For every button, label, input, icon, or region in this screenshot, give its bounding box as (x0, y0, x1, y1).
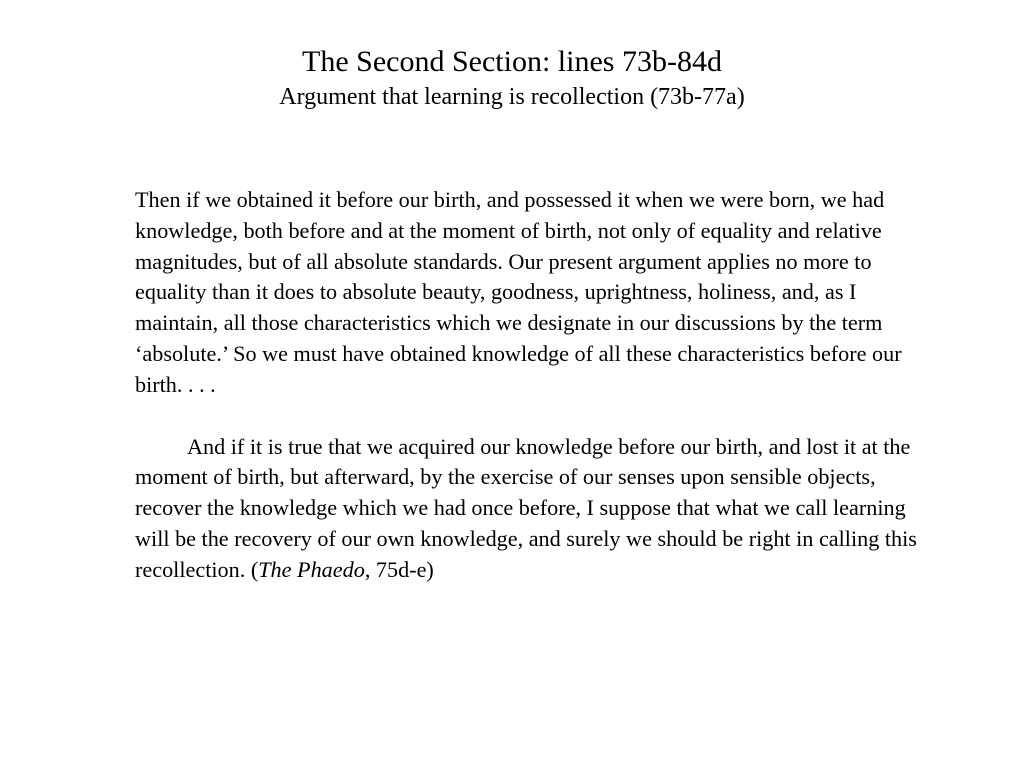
citation-reference: , 75d-e) (364, 556, 434, 582)
slide-title: The Second Section: lines 73b-84d (302, 45, 722, 78)
paragraph-2 (135, 432, 925, 586)
paragraph-1: Then if we obtained it before our birth, and possessed it when we were born, we had knowledge, both before and at the moment of birth, not only of equality and relative magnitudes, but of all absolute standards. Our present argument applies no more to equality than it does to absolute beauty, goodness, uprightness, holiness, and, as I maintain, all those characteristics which we designate in our discussions by the term ‘absolute.’ So we must have obtained knowledge of all these characteristics before our birth. . . . (135, 187, 902, 397)
title-block (0, 44, 1024, 112)
quotation-body (135, 185, 925, 586)
paragraph-2-text: And if it is true that we acquired our knowledge before our birth, and lost it at the moment of birth, but afterward, by the exercise of our senses upon sensible objects, recover the knowledge which we had once before, I suppose that what we call learning will be the recovery of our own knowledge, and surely we should be right in calling this recollection. ( (135, 433, 917, 582)
slide-subtitle: Argument that learning is recollection (73b-77a) (279, 84, 745, 110)
citation-work-title: The Phaedo (258, 556, 365, 582)
paragraph-spacer (135, 401, 925, 432)
